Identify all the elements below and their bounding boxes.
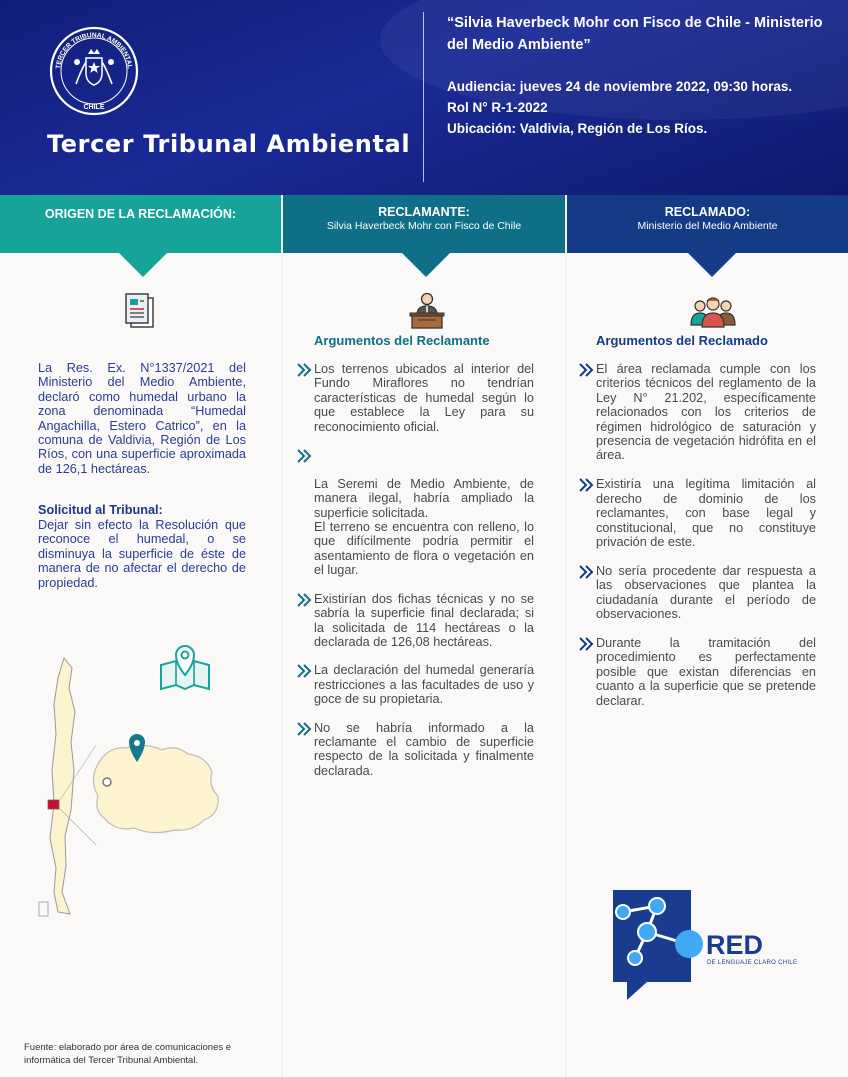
respondent-tab-title: RECLAMADO: xyxy=(664,205,751,219)
claimant-arguments-heading: Argumentos del Reclamante xyxy=(314,333,490,348)
claimant-argument-text: Existirían dos fichas técnicas y no se sabría la superficie final declarada; si la solicitada de 114 hectáreas o la declarada de 126,08 hectáreas. xyxy=(314,591,534,649)
respondent-argument-text: Existiría una legítima limitación al derecho de dominio de los reclamantes, con base legal y constitucional, que no constituye privación de este. xyxy=(596,477,816,549)
claimant-tab-title: RECLAMANTE: xyxy=(378,205,470,219)
header-banner xyxy=(0,0,848,195)
court-name: Tercer Tribunal Ambiental xyxy=(47,130,411,158)
svg-text:TERCER TRIBUNAL AMBIENTAL: TERCER TRIBUNAL AMBIENTAL xyxy=(55,31,133,70)
case-info xyxy=(447,78,792,141)
claimant-arguments-list xyxy=(297,362,534,792)
respondent-tab-pointer xyxy=(688,253,736,277)
group-people-icon xyxy=(688,295,738,329)
double-chevron-icon xyxy=(297,449,313,463)
red-lenguaje-claro-logo xyxy=(609,884,819,1004)
claimant-tab-pointer xyxy=(402,253,450,277)
claimant-argument-text: La declaración del humedal generaría restricciones a las facultades de uso y goce de su propietaria. xyxy=(314,663,534,707)
double-chevron-icon xyxy=(297,664,313,678)
double-chevron-icon xyxy=(579,363,595,377)
list-item xyxy=(297,721,534,779)
logo-tagline: DE LENGUAJE CLARO CHILE xyxy=(707,960,798,966)
header-divider xyxy=(423,12,424,182)
respondent-argument-text: El área reclamada cumple con los criterios técnicos del reglamento de la Ley N° 21.202, específicamente relacionados con los criterios de régimen hidrológico de saturación y presencia de vegetación hidrófita en el área. xyxy=(596,362,816,463)
double-chevron-icon xyxy=(297,363,313,377)
claimant-tab-subtitle: Silvia Haverbeck Mohr con Fisco de Chile xyxy=(326,220,522,232)
double-chevron-icon xyxy=(579,565,595,579)
document-icon xyxy=(123,293,157,331)
tribunal-seal-logo xyxy=(46,26,142,116)
list-item xyxy=(297,592,534,650)
source-note: Fuente: elaborado por área de comunicaciones e informática del Tercer Tribunal Ambiental. xyxy=(24,1042,232,1066)
case-title: “Silvia Haverbeck Mohr con Fisco de Chile - Ministerio del Medio Ambiente” xyxy=(447,15,823,53)
respondent-tab-subtitle: Ministerio del Medio Ambiente xyxy=(637,220,778,232)
request-heading: Solicitud al Tribunal: xyxy=(38,503,163,517)
case-location: Ubicación: Valdivia, Región de Los Ríos. xyxy=(447,121,708,136)
list-item xyxy=(297,448,534,578)
list-item xyxy=(579,362,816,463)
list-item xyxy=(579,636,816,708)
case-rol: Rol N° R-1-2022 xyxy=(447,100,548,115)
respondent-argument-text: No sería procedente dar respuesta a las observaciones que plantea la ciudadanía durante el período de observaciones. xyxy=(596,563,816,622)
list-item xyxy=(579,564,816,622)
double-chevron-icon xyxy=(297,593,313,607)
double-chevron-icon xyxy=(297,722,313,736)
double-chevron-icon xyxy=(579,478,595,492)
respondent-tab xyxy=(567,195,848,253)
logo-word: RED xyxy=(706,930,764,960)
respondent-argument-text: Durante la tramitación del procedimiento es perfectamente posible que existan diferencias en cuanto a la superficie que se pretende declarar. xyxy=(596,636,816,708)
list-item xyxy=(297,663,534,706)
respondent-arguments-list xyxy=(579,362,816,723)
list-item xyxy=(579,477,816,549)
origin-tab-title: ORIGEN DE LA RECLAMACIÓN: xyxy=(44,207,237,221)
hearing-date: Audiencia: jueves 24 de noviembre 2022, 09:30 horas. xyxy=(447,79,793,94)
double-chevron-icon xyxy=(579,637,595,651)
origin-tab xyxy=(0,195,281,253)
claimant-argument-text: No se habría informado a la reclamante el cambio de superficie respecto de la solicitada y finalmente declarada. xyxy=(314,720,534,778)
list-item xyxy=(297,362,534,434)
claimant-tab xyxy=(283,195,565,253)
respondent-arguments-heading: Argumentos del Reclamado xyxy=(596,333,768,348)
claimant-argument-text: La Seremi de Medio Ambiente, de manera ilegal, habría ampliado la superficie solicitada. El terreno se encuentra con relleno, lo que difícilmente podría permitir el asentamiento de flora o vegetación en el lugar. xyxy=(314,476,534,578)
map-pin-icon xyxy=(158,643,212,691)
origin-tab-pointer xyxy=(119,253,167,277)
request-text: Dejar sin efecto la Resolución que reconoce el humedal, o se disminuya la superficie de éste de manera de no afectar el derecho de propiedad. xyxy=(38,518,246,590)
origin-description: La Res. Ex. N°1337/2021 del Ministerio del Medio Ambiente, declaró como humedal urbano la zona denominada “Humedal Angachilla, Estero Catrico”, en la comuna de Valdivia, Región de Los Ríos, con una superficie aproximada de 126,1 hectáreas. xyxy=(38,361,246,476)
claimant-argument-text: Los terrenos ubicados al interior del Fundo Miraflores no tendrían características de humedal según lo que establece la Ley para su reconocimiento oficial. xyxy=(314,362,534,434)
speaker-podium-icon xyxy=(408,291,446,331)
svg-text:CHILE: CHILE xyxy=(83,104,105,111)
